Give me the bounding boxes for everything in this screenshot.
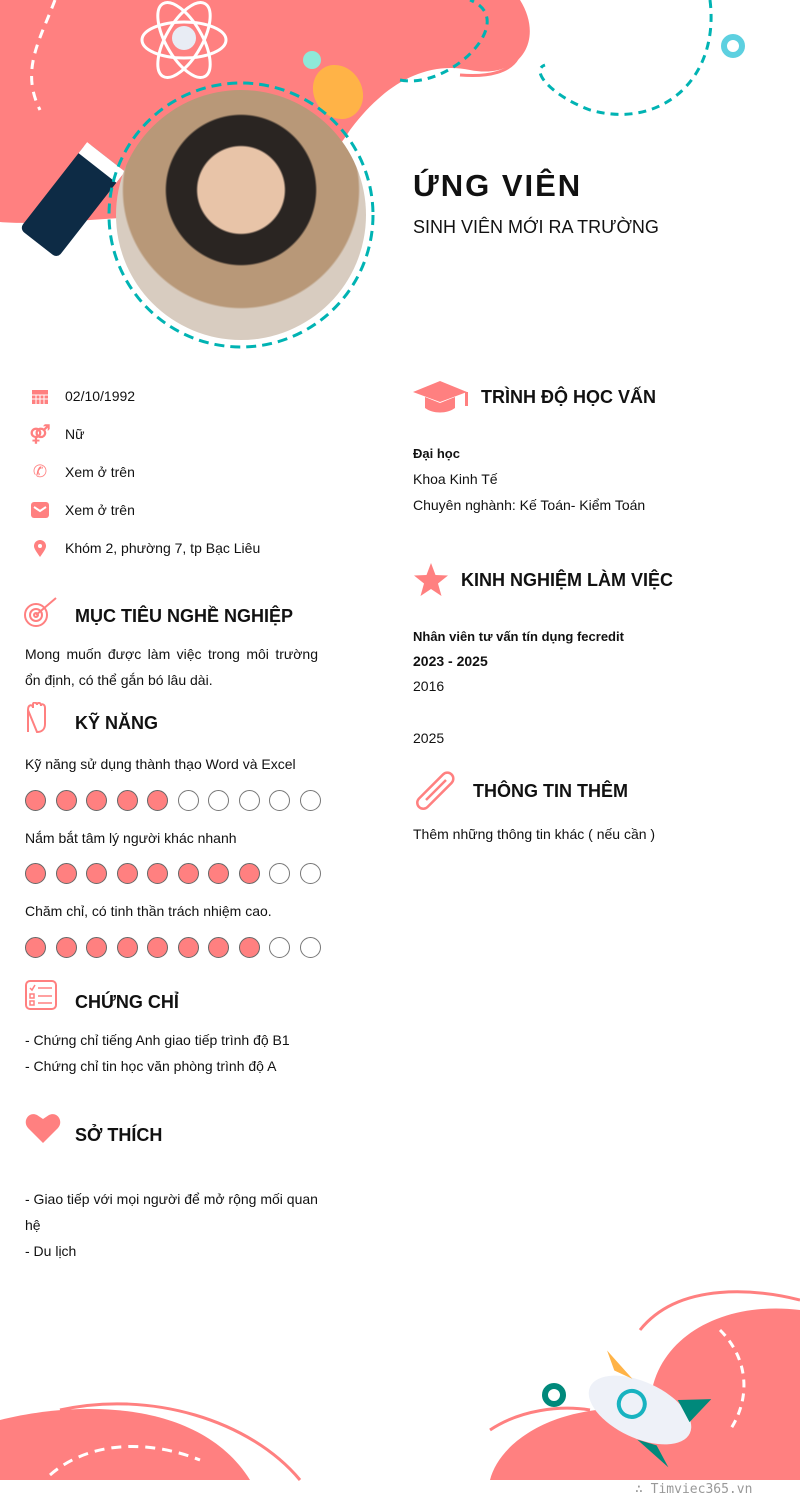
- certificate-item: - Chứng chỉ tiếng Anh giao tiếp trình độ B1: [25, 1032, 290, 1048]
- info-text: Xem ở trên: [65, 502, 135, 518]
- rating-dot-empty: [300, 937, 321, 958]
- rating-dot-filled: [25, 937, 46, 958]
- rating-dot-filled: [147, 863, 168, 884]
- info-gender: [30, 422, 84, 446]
- experience-position: Nhân viên tư vấn tín dụng fecredit: [413, 629, 624, 644]
- rating-dot-empty: [208, 790, 229, 811]
- email-icon: [30, 500, 50, 520]
- education-faculty: Khoa Kinh Tế: [413, 471, 498, 487]
- location-icon: [30, 538, 50, 558]
- target-icon: [24, 596, 58, 628]
- star-icon: [413, 563, 449, 597]
- rating-dot-filled: [178, 863, 199, 884]
- hand-icon: [25, 702, 47, 734]
- heart-icon: [25, 1113, 61, 1143]
- phone-icon: ✆: [32, 462, 48, 481]
- rating-dot-filled: [86, 790, 107, 811]
- rating-dot-empty: [300, 790, 321, 811]
- info-text: Nữ: [65, 426, 85, 442]
- hobby-item: - Giao tiếp với mọi người để mở rộng mối quan hệ: [25, 1191, 318, 1233]
- education-heading: TRÌNH ĐỘ HỌC VẤN: [481, 387, 656, 407]
- watermark: ∴ Timviec365.vn: [635, 1482, 753, 1497]
- extra-heading: THÔNG TIN THÊM: [473, 781, 628, 801]
- skills-heading: KỸ NĂNG: [75, 713, 159, 733]
- experience-heading: KINH NGHIỆM LÀM VIỆC: [461, 570, 674, 590]
- skill-rating: [25, 863, 321, 884]
- rating-dot-filled: [208, 863, 229, 884]
- skill-rating: [25, 790, 321, 811]
- rating-dot-filled: [117, 863, 138, 884]
- rating-dot-filled: [56, 863, 77, 884]
- certificate-item: - Chứng chỉ tin học văn phòng trình độ A: [25, 1058, 277, 1074]
- objective-heading: MỤC TIÊU NGHỀ NGHIỆP: [75, 606, 294, 626]
- candidate-title: SINH VIÊN MỚI RA TRƯỜNG: [413, 217, 659, 237]
- rating-dot-empty: [269, 937, 290, 958]
- experience-start: 2016: [413, 678, 445, 694]
- rating-dot-filled: [117, 937, 138, 958]
- rating-dot-filled: [86, 863, 107, 884]
- rating-dot-filled: [86, 937, 107, 958]
- rating-dot-empty: [239, 790, 260, 811]
- rating-dot-filled: [239, 937, 260, 958]
- info-text: 02/10/1992: [65, 388, 136, 404]
- avatar: [116, 90, 366, 340]
- rating-dot-filled: [178, 937, 199, 958]
- rating-dot-filled: [56, 790, 77, 811]
- experience-end: 2025: [413, 730, 445, 746]
- skill-name: Chăm chỉ, có tinh thần trách nhiệm cao.: [25, 903, 272, 919]
- info-address: [30, 536, 260, 560]
- rating-dot-filled: [117, 790, 138, 811]
- experience-period: 2023 - 2025: [413, 653, 488, 669]
- rating-dot-empty: [300, 863, 321, 884]
- extra-text: Thêm những thông tin khác ( nếu cần ): [413, 826, 656, 842]
- hobbies-heading: SỞ THÍCH: [75, 1125, 163, 1145]
- rating-dot-filled: [208, 937, 229, 958]
- paperclip-icon: [416, 770, 458, 812]
- rating-dot-empty: [269, 790, 290, 811]
- info-phone: [30, 460, 135, 484]
- rating-dot-filled: [25, 790, 46, 811]
- rating-dot-filled: [56, 937, 77, 958]
- rating-dot-filled: [25, 863, 46, 884]
- info-text: Khóm 2, phường 7, tp Bạc Liêu: [65, 540, 261, 556]
- skill-name: Kỹ năng sử dụng thành thạo Word và Excel: [25, 756, 296, 772]
- rating-dot-empty: [269, 863, 290, 884]
- certificates-heading: CHỨNG CHỈ: [75, 992, 179, 1012]
- education-level: Đại học: [413, 446, 460, 461]
- skill-rating: [25, 937, 321, 958]
- skill-name: Nắm bắt tâm lý người khác nhanh: [25, 830, 237, 846]
- info-email: [30, 498, 135, 522]
- graduation-cap-icon: [413, 380, 469, 414]
- rating-dot-filled: [147, 937, 168, 958]
- candidate-name: ỨNG VIÊN: [413, 168, 583, 203]
- rating-dot-filled: [147, 790, 168, 811]
- hobby-item: - Du lịch: [25, 1243, 77, 1259]
- calendar-icon: [30, 386, 50, 406]
- rating-dot-filled: [239, 863, 260, 884]
- info-text: Xem ở trên: [65, 464, 135, 480]
- info-birthdate: [30, 384, 135, 408]
- objective-text: Mong muốn được làm việc trong môi trường ổn định, có thể gắn bó lâu dài.: [25, 646, 318, 688]
- rating-dot-empty: [178, 790, 199, 811]
- checklist-icon: [25, 980, 57, 1010]
- gender-icon: ⚤: [29, 423, 51, 444]
- education-major: Chuyên nghành: Kế Toán- Kiểm Toán: [413, 497, 646, 513]
